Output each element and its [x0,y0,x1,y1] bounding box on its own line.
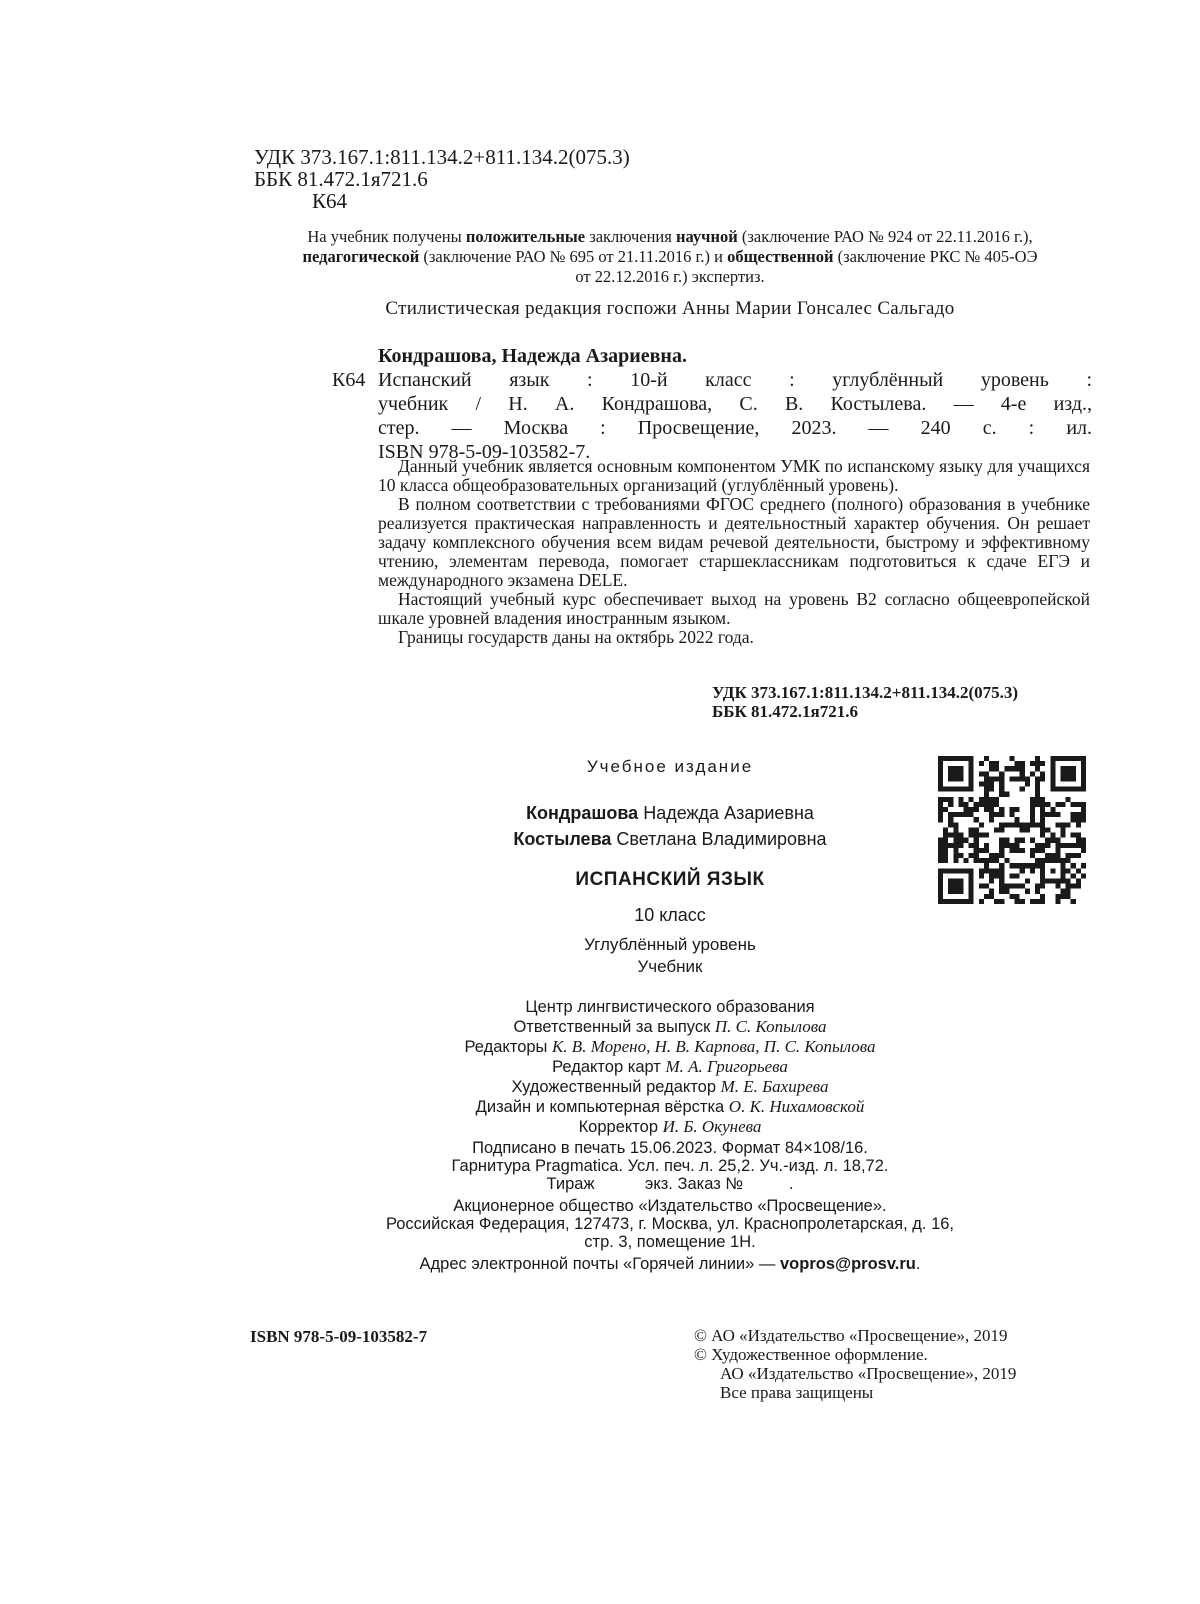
book-grade: 10 класс [634,905,706,925]
print-line: Гарнитура Pragmatica. Усл. печ. л. 25,2. Уч.-изд. л. 18,72. [451,1157,889,1175]
biblio-line: стер. — Москва : Просвещение, 2023. — 240 с. : ил. [378,417,1092,439]
annotation-paragraph: Границы государств даны на октябрь 2022 года. [398,627,754,647]
expertise-bold: положительные [465,227,586,246]
publisher-line: стр. 3, помещение 1Н. [584,1233,756,1251]
expertise-text: заключения [585,227,676,246]
biblio-line: учебник / Н. А. Кондрашова, С. В. Костылева. — 4-е изд., [378,393,1092,415]
qr-code [938,756,1086,904]
copyright-line: © АО «Издательство «Просвещение», 2019 [694,1326,1008,1345]
staff-name: П. С. Копылова [714,1017,827,1036]
book-title: ИСПАНСКИЙ ЯЗЫК [575,869,765,890]
staff-line [330,1037,1010,1057]
staff-name: О. К. Нихамовской [728,1097,865,1116]
print-details [330,1139,1010,1193]
annotation-paragraph: В полном соответствии с требованиями ФГОС среднего (полного) образования в учебнике реализуется практическая направленность и деятельностный характер обучения. Он решает задачу комплексного обучения всем видам речевой деятельности, быстрому и эффективному чтению, элементам перевода, помогает старшеклассникам подготовиться к сдаче ЕГЭ и международного экзамена DELE. [378,494,1090,590]
biblio-author: Кондрашова, Надежда Азариевна. [378,345,687,367]
expertise-text: (заключение РАО № 695 от 21.11.2016 г.) и [419,247,728,266]
expertise-text: (заключение РАО № 924 от 22.11.2016 г.), [737,227,1033,246]
expertise-bold: педагогической [302,247,420,266]
header-udk: УДК 373.167.1:811.134.2+811.134.2(075.3) [254,145,630,169]
stylistic-editor: Стилистическая редакция госпожи Анны Марии Гонсалес Сальгадо [385,298,955,319]
level-text: Углублённый уровень [584,935,756,954]
staff-line [330,1077,1010,1097]
annotation-classification [712,683,1018,721]
expertise-note [300,227,1040,287]
staff-role: Редакторы [464,1038,553,1056]
email-end: . [915,1255,921,1273]
copyright-line: АО «Издательство «Просвещение», 2019 [720,1364,1017,1383]
expertise-text: На учебник получены [307,227,466,246]
staff-name: И. Б. Окунева [662,1117,762,1136]
staff-line [330,1097,1010,1117]
author-lastname: Кондрашова [526,803,639,823]
authors [420,800,920,852]
expertise-bold: научной [675,227,738,246]
author-lastname: Костылева [513,829,612,849]
staff-center: Центр лингвистического образования [525,998,815,1016]
expertise-text: (заключение РКС № 405-ОЭ от 22.12.2016 г.) экспертиз. [575,247,1038,286]
book-type: Учебник [637,957,703,976]
staff-role: Дизайн и компьютерная вёрстка [475,1098,729,1116]
email-address[interactable]: vopros@prosv.ru [779,1255,916,1273]
annotation-paragraph: Настоящий учебный курс обеспечивает выход на уровень B2 согласно общеевропейской шкале уровней владения иностранным языком. [378,589,1090,628]
annotation-udk: УДК 373.167.1:811.134.2+811.134.2(075.3) [712,683,1019,702]
annotation-paragraph: Данный учебник является основным компонентом УМК по испанскому языку для учащихся 10 класса общеобразовательных организаций (углублённый уровень). [378,456,1090,495]
staff-name: К. В. Морено, Н. В. Карпова, П. С. Копылова [552,1037,876,1056]
print-line: Подписано в печать 15.06.2023. Формат 84×108/16. [472,1139,868,1157]
staff-role: Ответственный за выпуск [513,1018,715,1036]
copyright-block [694,1326,1016,1402]
editorial-staff [330,998,1010,1137]
staff-line [330,1057,1010,1077]
staff-name: М. Е. Бахирева [720,1077,829,1096]
staff-line [330,1017,1010,1037]
footer-isbn: ISBN 978-5-09-103582-7 [250,1327,428,1346]
print-line: Тираж экз. Заказ № . [546,1175,794,1193]
publisher-line: Российская Федерация, 127473, г. Москва, ул. Краснопролетарская, д. 16, [385,1215,955,1233]
staff-role: Корректор [578,1118,663,1136]
biblio-line: Испанский язык : 10-й класс : углублённый уровень : [378,369,1092,391]
author-firstname: Надежда Азариевна [638,803,814,823]
publisher-line: Акционерное общество «Издательство «Просвещение». [453,1197,887,1215]
author-firstname: Светлана Владимировна [611,829,827,849]
annotation-bbk: ББК 81.472.1я721.6 [712,702,859,721]
staff-role: Редактор карт [552,1058,666,1076]
header-udk-block [254,146,630,212]
copyright-line: © Художественное оформление. [694,1345,928,1364]
staff-name: М. А. Григорьева [665,1057,788,1076]
book-level [470,934,870,978]
biblio-isbn: ISBN 978-5-09-103582-7. [378,441,591,463]
author-2 [420,826,920,852]
email-label: Адрес электронной почты «Горячей линии» — [419,1255,780,1273]
publisher-info [300,1197,1040,1251]
bibliographic-record [332,344,1092,464]
staff-line [330,1117,1010,1137]
rights-reserved: Все права защищены [720,1383,874,1402]
expertise-bold: общественной [727,247,834,266]
edition-type: Учебное издание [586,757,754,776]
header-bbk: ББК 81.472.1я721.6 [254,167,428,191]
header-author-mark: К64 [312,189,348,213]
staff-role: Художественный редактор [511,1078,721,1096]
author-1 [420,800,920,826]
biblio-code: К64 [332,369,366,391]
annotation [378,457,1090,647]
hotline-email [300,1255,1040,1274]
